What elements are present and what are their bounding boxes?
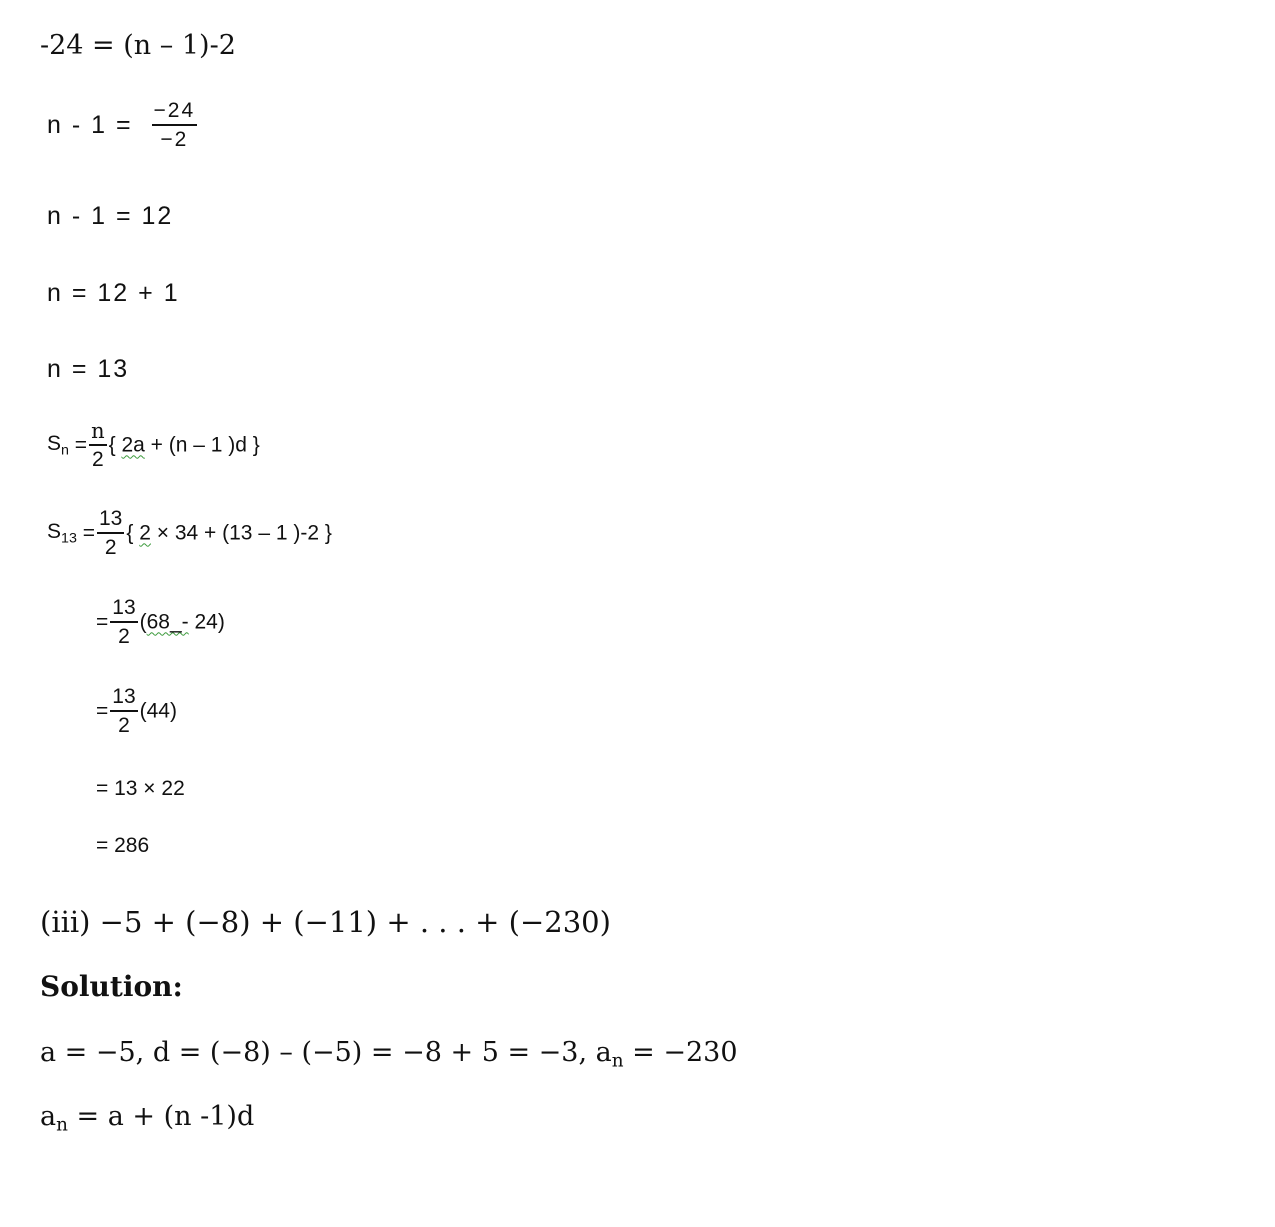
equals-sign: = bbox=[96, 699, 109, 723]
sum-symbol: S bbox=[47, 520, 62, 544]
equals-sign: = bbox=[74, 433, 88, 457]
fraction bbox=[110, 597, 137, 648]
fraction bbox=[89, 420, 107, 471]
fraction-numerator: n bbox=[91, 419, 105, 443]
formula-rest: = a + (n -1)d bbox=[67, 1101, 255, 1132]
subscript: n bbox=[56, 1114, 68, 1136]
equation-lhs: n - 1 = bbox=[47, 111, 133, 140]
open-brace: { bbox=[126, 521, 134, 545]
given-text-end: = −230 bbox=[623, 1037, 738, 1068]
equation-line-2 bbox=[47, 100, 199, 151]
result-line-2 bbox=[96, 686, 177, 737]
result-line-3: = 13 × 22 bbox=[96, 777, 185, 800]
equals-sign: = bbox=[96, 610, 109, 634]
solution-label: Solution: bbox=[40, 970, 183, 1003]
formula-a: a bbox=[40, 1101, 57, 1132]
equation-line-3: n - 1 = 12 bbox=[47, 202, 174, 230]
spellcheck-underlined-text: 2 bbox=[139, 521, 151, 545]
fraction bbox=[152, 100, 198, 151]
equation-line-5: n = 13 bbox=[47, 355, 130, 383]
fraction-numerator: −24 bbox=[153, 99, 196, 122]
fraction-numerator: 13 bbox=[99, 507, 123, 530]
given-text: a = −5, d = (−8) – (−5) = −8 + 5 = −3, a bbox=[40, 1037, 612, 1068]
sum-subscript: n bbox=[61, 442, 69, 459]
equals-sign: = bbox=[82, 521, 95, 545]
part-iii-heading: (iii) −5 + (−8) + (−11) + . . . + (−230) bbox=[40, 905, 611, 939]
given-values bbox=[40, 1037, 738, 1072]
result-line-1 bbox=[96, 597, 225, 648]
fraction-numerator: 13 bbox=[112, 596, 136, 619]
spellcheck-underlined-text: 68_- bbox=[146, 610, 189, 634]
fraction bbox=[97, 508, 124, 559]
sum-symbol: S bbox=[47, 432, 62, 456]
formula-rest: + (n – 1 )d } bbox=[150, 433, 260, 457]
sum-subscript: 13 bbox=[61, 530, 77, 547]
nth-term-formula bbox=[40, 1101, 254, 1136]
formula-rest: × 34 + (13 – 1 )-2 } bbox=[156, 521, 332, 545]
fraction-numerator: 13 bbox=[112, 685, 136, 708]
fraction bbox=[110, 686, 137, 737]
sum-13-formula bbox=[47, 508, 332, 559]
formula-rest: (44) bbox=[139, 699, 177, 723]
open-paren: ( bbox=[139, 610, 147, 634]
fraction-denominator: −2 bbox=[160, 128, 189, 152]
fraction-denominator: 2 bbox=[118, 625, 130, 649]
equation-line-1: -24 = (n – 1)-2 bbox=[40, 30, 236, 61]
result-line-4: = 286 bbox=[96, 834, 150, 857]
fraction-denominator: 2 bbox=[104, 536, 117, 560]
formula-rest: 24) bbox=[194, 610, 225, 634]
subscript: n bbox=[611, 1050, 624, 1072]
equation-line-4: n = 12 + 1 bbox=[47, 279, 180, 307]
open-brace: { bbox=[108, 433, 116, 457]
spellcheck-underlined-text: 2a bbox=[121, 433, 145, 457]
fraction-denominator: 2 bbox=[91, 448, 104, 472]
sum-formula bbox=[47, 420, 260, 471]
fraction-denominator: 2 bbox=[118, 714, 130, 738]
